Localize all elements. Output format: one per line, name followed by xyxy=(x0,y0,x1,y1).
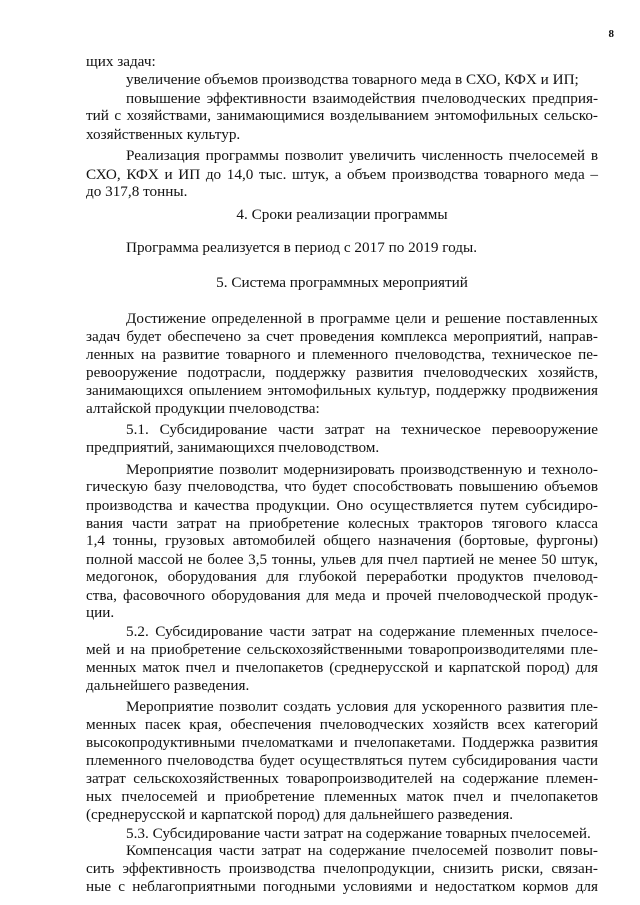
text-line: СХО, КФХ и ИП до 14,0 тыс. штук, а объем производства товарного меда – xyxy=(86,166,598,183)
text-line: гическую базу пчеловодства, что будет способствовать повышению объемов xyxy=(86,478,598,495)
text-line: повышение эффективности взаимодействия пчеловодческих предприя- xyxy=(126,90,598,107)
text-line: вания части затрат на приобретение колесных тракторов тягового класса xyxy=(86,515,598,532)
section-heading: 4. Сроки реализации программы xyxy=(236,206,448,223)
text-line: тий с хозяйствами, занимающимися возделыванием энтомофильных сельско- xyxy=(86,107,598,124)
page-number: 8 xyxy=(608,28,614,40)
text-line: 5.3. Субсидирование части затрат на содержание товарных пчелосемей. xyxy=(126,825,591,842)
text-line: ные с неблагоприятными погодными условиями и недостатком кормов для xyxy=(86,878,598,895)
text-line: предприятий, занимающихся пчеловодством. xyxy=(86,439,380,456)
text-line: увеличение объемов производства товарного меда в СХО, КФХ и ИП; xyxy=(126,71,579,88)
text-line: Мероприятие позволит модернизировать производственную и техноло- xyxy=(126,461,598,478)
text-line: ции. xyxy=(86,604,115,621)
text-line: сить эффективность производства пчелопродукции, снизить риски, связан- xyxy=(86,860,598,877)
text-line: медогонок, оборудования для глубокой переработки продуктов пчеловод- xyxy=(86,568,598,585)
text-line: племенного пчеловодства будет осуществляться путем субсидирования части xyxy=(86,752,598,769)
text-line: 1,4 тонны, грузовых автомобилей общего назначения (бортовые, фургоны) xyxy=(86,532,598,549)
text-line: 5.2. Субсидирование части затрат на содержание племенных пчелосе- xyxy=(126,623,598,640)
text-line: Реализация программы позволит увеличить численность пчелосемей в xyxy=(126,147,598,164)
text-line: ревооружение подотрасли, поддержку развития пчеловодческих хозяйств, xyxy=(86,364,598,381)
text-line: Компенсация части затрат на содержание пчелосемей позволит повы- xyxy=(126,842,598,859)
text-line: Достижение определенной в программе цели и решение поставленных xyxy=(126,310,598,327)
text-line: ства, фасовочного оборудования для меда и прочей пчеловодческой продук- xyxy=(86,587,598,604)
section-heading: 5. Система программных мероприятий xyxy=(216,274,468,291)
text-line: Мероприятие позволит создать условия для ускоренного развития пле- xyxy=(126,698,598,715)
text-line: щих задач: xyxy=(86,53,156,70)
text-line: производства и качества продукции. Оно осуществляется путем субсидиро- xyxy=(86,497,598,514)
text-line: дальнейшего разведения. xyxy=(86,677,250,694)
text-line: Программа реализуется в период с 2017 по 2019 годы. xyxy=(126,239,478,256)
text-line: высокопродуктивными пчеломатками и пчелопакетами. Поддержка развития xyxy=(86,734,598,751)
text-line: менных маток пчел и пчелопакетов (среднерусской и карпатской пород) для xyxy=(86,659,598,676)
text-line: затрат сельскохозяйственных товаропроизводителей на содержание племен- xyxy=(86,770,598,787)
text-line: 5.1. Субсидирование части затрат на техническое перевооружение xyxy=(126,421,598,438)
text-line: (среднерусской и карпатской пород) для дальнейшего разведения. xyxy=(86,806,514,823)
text-line: занимающихся опылением энтомофильных культур, поддержку продвижения xyxy=(86,382,598,399)
text-line: мей и на приобретение сельскохозяйственными товаропроизводителями пле- xyxy=(86,641,598,658)
text-line: хозяйственных культур. xyxy=(86,126,241,143)
text-line: полной массой не более 3,5 тонны, ульев для пчел партией не менее 50 штук, xyxy=(86,551,598,568)
text-line: задач будет обеспечено за счет проведения комплекса мероприятий, направ- xyxy=(86,328,598,345)
text-line: менных пасек края, обеспечения пчеловодческих хозяйств всех категорий xyxy=(86,716,598,733)
text-line: ленных на развитие товарного и племенного пчеловодства, техническое пе- xyxy=(86,346,598,363)
text-line: ных пчелосемей и приобретение племенных маток пчел и пчелопакетов xyxy=(86,788,598,805)
text-line: до 317,8 тонны. xyxy=(86,183,188,200)
text-line: алтайской продукции пчеловодства: xyxy=(86,400,320,417)
